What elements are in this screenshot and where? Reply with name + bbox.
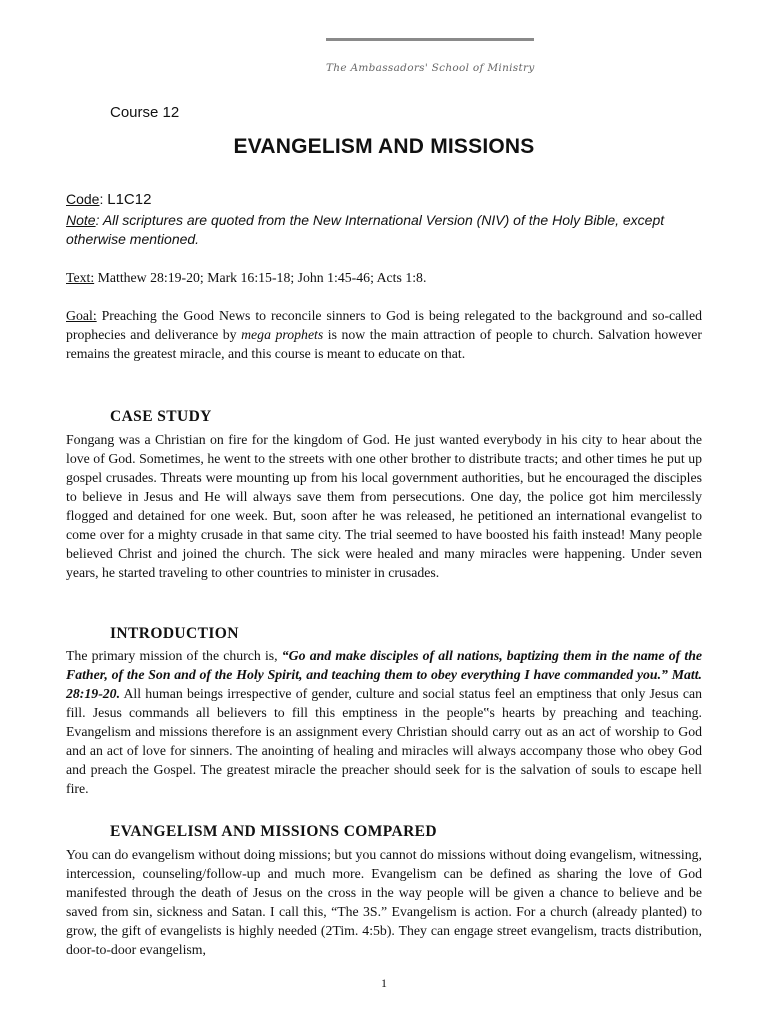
goal-label: Goal:	[66, 308, 97, 323]
note-label: Note	[66, 212, 96, 228]
introduction-quote: “Go and make disciples of all nations, baptizing them in the name of the Father, of the Son and of the Holy Spirit, and teaching them to obey everything I have commanded you.” Matt. 28:19-20.	[66, 648, 702, 701]
header-rule	[326, 38, 534, 41]
introduction-lead: The primary mission of the church is,	[66, 648, 282, 663]
text-value: Matthew 28:19-20; Mark 16:15-18; John 1:45-46; Acts 1:8.	[94, 270, 427, 285]
compared-body: You can do evangelism without doing missions; but you cannot do missions without doing evangelism, witnessing, intercession, counseling/follow-up and much more. Evangelism can be defined as sharing the love of God manifested through the death of Jesus on the cross in the way people will be given a chance to believe and be saved from sin, sickness and Satan. I call this, “The 3S.” Evangelism is action. For a church (already planted) to grow, the gift of evangelists is highly needed (2Tim. 4:5b). They can engage street evangelism, tracts distribution, door-to-door evangelism,	[66, 847, 702, 957]
case-study-heading: CASE STUDY	[110, 408, 212, 425]
goal-paragraph	[66, 306, 702, 363]
course-label: Course 12	[110, 104, 180, 121]
code-label: Code	[66, 191, 100, 207]
introduction-body	[66, 646, 702, 798]
introduction-text: All human beings irrespective of gender, culture and social status feel an emptiness that only Jesus can fill. Jesus commands all believers to fill this emptiness in the people‟s hearts by preaching and teaching. Evangelism and missions therefore is an assignment every Christian should carry out as an act of worship to God and an act of love for sinners. The anointing of healing and miracles will always accompany those who obey God and preach the Gospel. The greatest miracle the preacher should seek for is the salvation of souls to escape hell fire.	[66, 686, 702, 796]
page-number: 1	[381, 976, 387, 990]
text-label: Text:	[66, 270, 95, 285]
compared-heading: EVANGELISM AND MISSIONS COMPARED	[110, 823, 438, 840]
code-line	[66, 190, 706, 209]
code-colon: :	[99, 191, 104, 207]
text-reference	[66, 268, 702, 287]
case-study-body: Fongang was a Christian on fire for the kingdom of God. He just wanted everybody in his city to hear about the love of God. Sometimes, he went to the streets with one other brother to distribute tracts; and other times he put up gospel crusades. Threats were mounting up from his local government authorities, but he encouraged the disciples to believe in Jesus and He will always save them from persecutions. One day, the police got him mercilessly flogged and detained for one week. But, soon after he was released, he petitioned an international evangelist to come over for a mighty crusade in that same city. The trial seemed to have boosted his faith instead! Many people believed Christ and joined the church. The sick were healed and many miracles were happening. Under seven years, he started traveling to other countries to minister in crusades.	[66, 432, 702, 580]
page-title: EVANGELISM AND MISSIONS	[233, 135, 535, 158]
school-name-header: The Ambassadors' School of Ministry	[326, 62, 535, 74]
goal-text-1: Preaching the Good News to reconcile sinners to God is being relegated to the background and so-called prophecies and deliverance by	[66, 308, 702, 342]
note-paragraph	[66, 211, 706, 249]
code-value: L1C12	[107, 191, 152, 208]
note-text: : All scriptures are quoted from the New International Version (NIV) of the Holy Bible, except otherwise mentioned.	[66, 212, 665, 247]
introduction-heading: INTRODUCTION	[110, 625, 239, 642]
goal-emphasis: mega prophets	[241, 327, 324, 342]
goal-text-2: is now the main attraction of people to church. Salvation however remains the greatest miracle, and this course is meant to educate on that.	[66, 327, 702, 361]
